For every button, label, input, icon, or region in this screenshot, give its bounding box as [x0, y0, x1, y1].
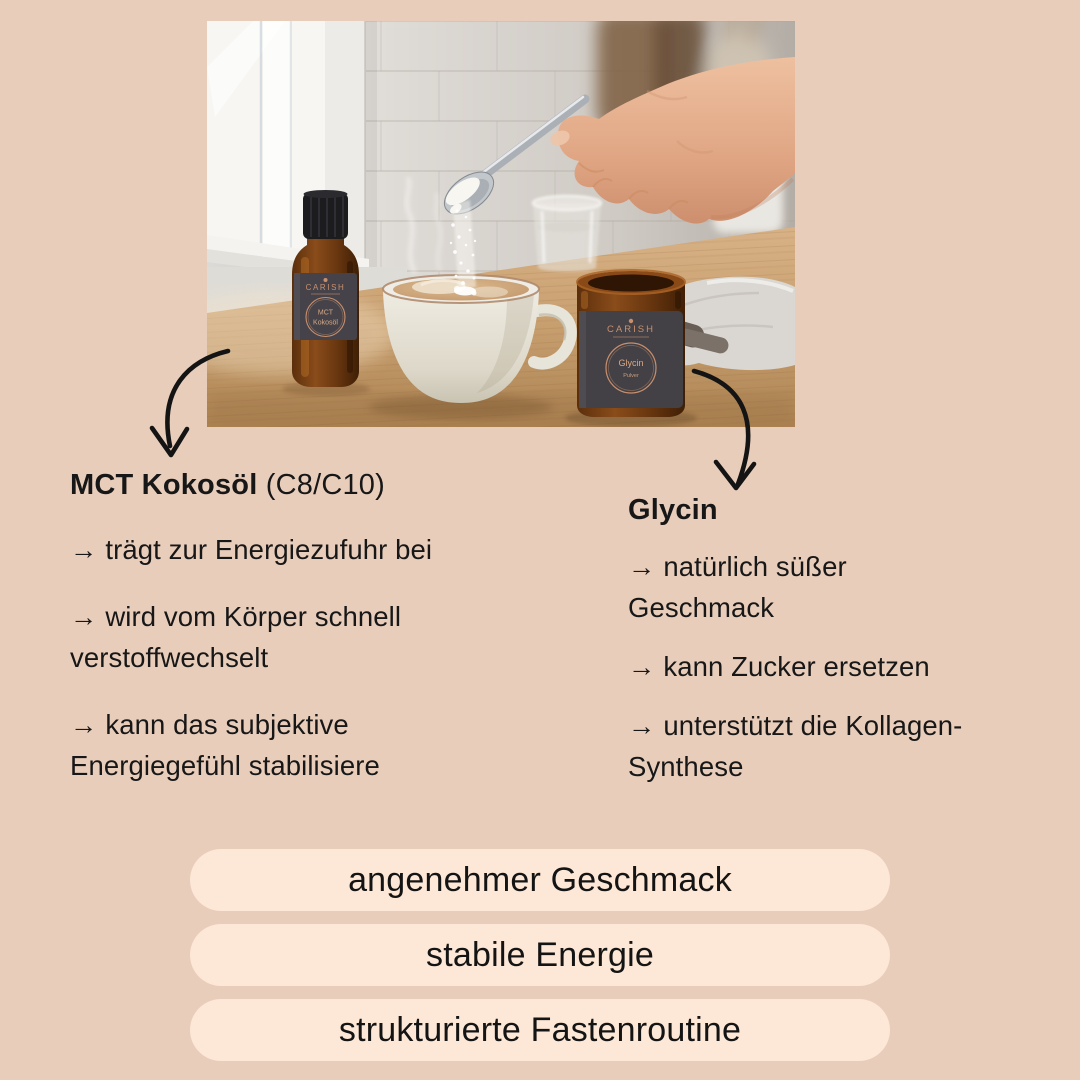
mct-heading-light: (C8/C10) [265, 469, 385, 501]
badge-energy-label: stabile Energie [426, 935, 654, 974]
glycin-heading-bold: Glycin [628, 494, 718, 526]
bottle-brand-text: CARISH [305, 283, 346, 292]
badge-taste-label: angenehmer Geschmack [348, 860, 732, 899]
glycin-bullet-3: → unterstützt die Kollagen- Synthese [628, 710, 963, 782]
mct-text-block [70, 467, 570, 786]
mct-heading [70, 467, 570, 503]
badge-routine-label: strukturierte Fastenroutine [338, 1010, 742, 1049]
glycin-heading [628, 492, 1058, 528]
bottle-product-text-2: Kokosöl [313, 319, 338, 327]
badge-taste [190, 849, 890, 911]
bottle-product-text-1: MCT [317, 309, 334, 317]
mct-heading-bold: MCT Kokosöl [70, 469, 258, 501]
glycin-jar [577, 270, 685, 417]
product-photo [207, 21, 795, 427]
bottle-cap [303, 193, 348, 239]
jar-brand-text: CARISH [607, 324, 655, 335]
jar-opening [588, 275, 674, 292]
water-glass [533, 196, 601, 272]
window [207, 21, 377, 289]
glycin-bullet-1: → natürlich süßer Geschmack [628, 551, 847, 623]
mct-bullet-3: → kann das subjektive Energiegefühl stabilisiere [70, 709, 380, 781]
badge-energy [190, 924, 890, 986]
jar-product-text-2: Pulver [623, 373, 639, 379]
glycin-bullet-2: → kann Zucker ersetzen [628, 651, 930, 682]
glycin-text-block [628, 492, 1058, 787]
jar-product-text-1: Glycin [618, 358, 644, 368]
badge-routine [190, 999, 890, 1061]
mct-bullet-2: → wird vom Körper schnell verstoffwechselt [70, 601, 402, 673]
mct-bullet-1: → trägt zur Energiezufuhr bei [70, 534, 433, 565]
